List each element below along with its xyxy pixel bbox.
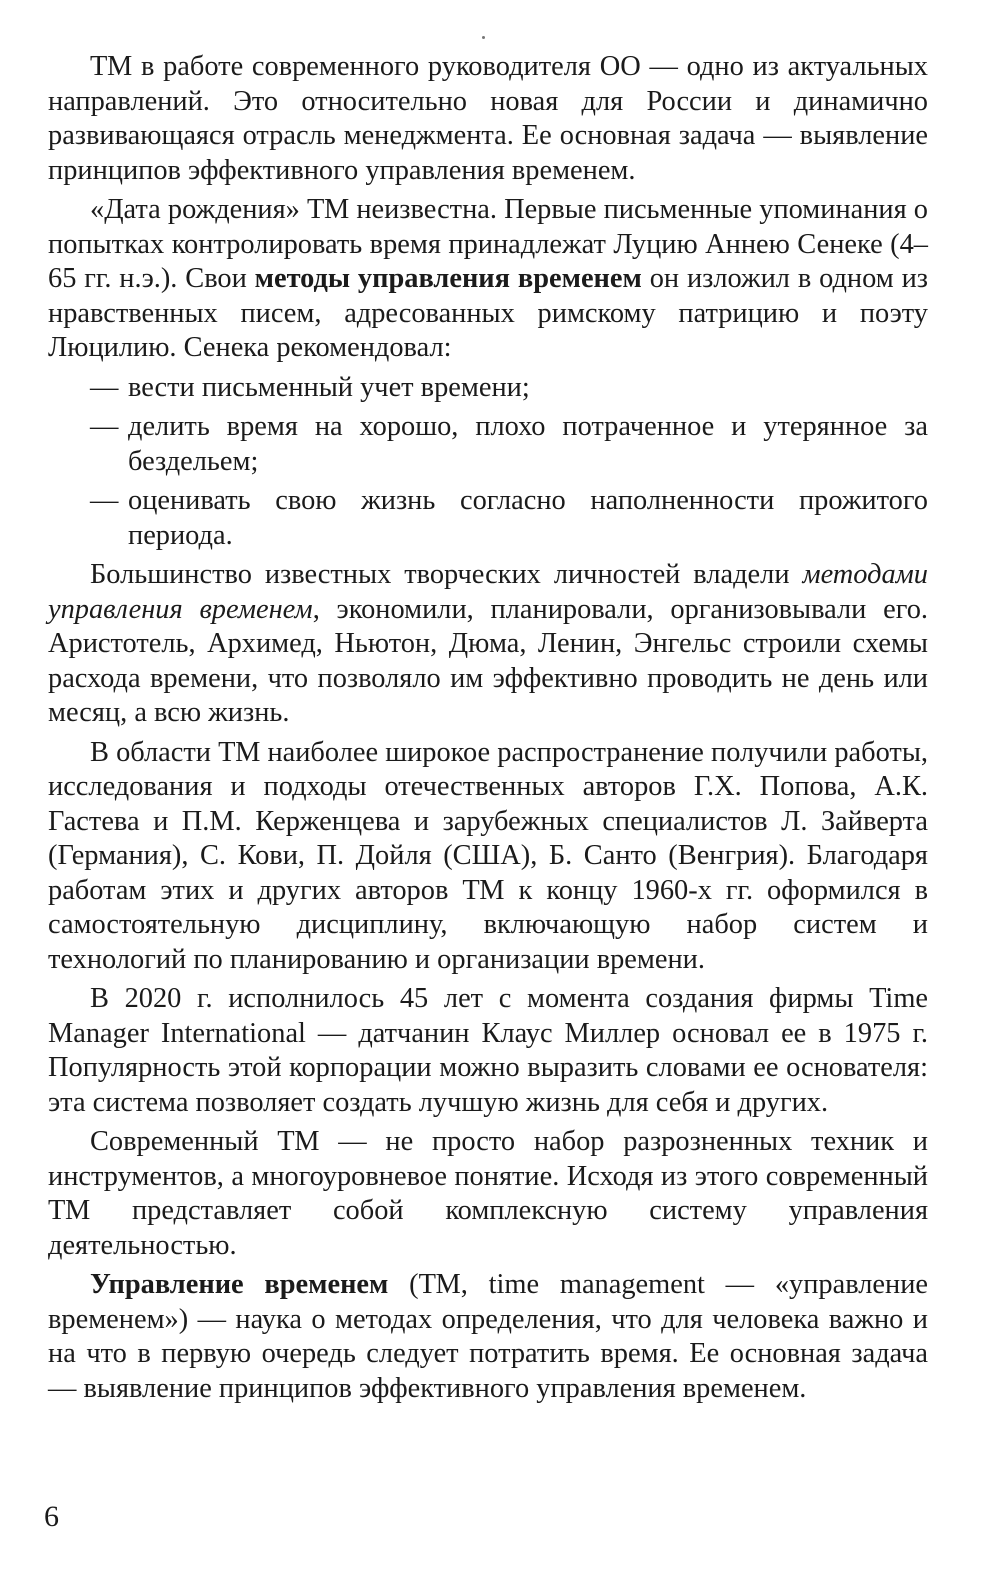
list-item-1 — [48, 371, 928, 406]
paragraph-3-text-end: , экономили, планировали, организовывали его. Аристотель, Архимед, Ньютон, Дюма, Ленин, Энгельс строили схемы расхода времени, что позволяло им эффективно проводить не день или месяц, а всю жизнь. — [48, 593, 928, 728]
paragraph-6: Современный ТМ — не просто набор разрозненных техник и инструментов, а многоуровневое понятие. Исходя из этого современный ТМ представляет собой комплексную систему управления деятельностью. — [48, 1126, 928, 1261]
paragraph-1: ТМ в работе современного руководителя ОО — одно из актуальных направлений. Это относительно новая для России и динамично развивающаяся отрасль менеджмента. Ее основная задача — выявление принципов эффективного управления временем. — [48, 51, 928, 186]
list-item-2 — [48, 410, 928, 479]
paragraph-2-text-end: он изложил в одном из нравственных писем, адресованных римскому патрицию и поэту Люцилию. Сенека рекомендовал: — [48, 263, 928, 363]
paragraph-5: В 2020 г. исполнилось 45 лет с момента создания фирмы Time Manager International — датчанин Клаус Миллер основал ее в 1975 г. Популярность этой корпорации можно выразить словами ее основателя: эта система позволяет создать лучшую жизнь для себя и других. — [48, 983, 928, 1118]
paragraph-3-italic-term: методами управления временем — [48, 559, 928, 625]
list-item-3-text: оценивать свою жизнь согласно наполненности прожитого периода. — [128, 485, 928, 551]
list-item-1-text: вести письменный учет времени; — [128, 371, 530, 403]
paragraph-2-bold-term: методы управления временем — [254, 263, 642, 294]
list-dash: — — [90, 371, 119, 403]
paragraph-4: В области ТМ наиболее широкое распространение получили работы, исследования и подходы отечественных авторов Г.Х. Попова, А.К. Гастева и П.М. Керженцева и зарубежных специалистов Л. Зайверта (Германия), С. Кови, П. Дойля (США), Б. Санто (Венгрия). Благодаря работам этих и других авторов ТМ к концу 1960-х гг. оформился в самостоятельную дисциплину, включающую набор систем и технологий по планированию и организации времени. — [48, 736, 928, 975]
body-text — [48, 50, 928, 1411]
paragraph-2-text-start: «Дата рождения» ТМ неизвестна. Первые письменные упоминания о попытках контролировать время принадлежат Луцию Аннею Сенеке (4–65 гг. н.э.). Свои — [48, 194, 928, 294]
list-item-2-text: делить время на хорошо, плохо потраченное и утерянное за бездельем; — [128, 411, 928, 477]
paragraph-7 — [48, 1268, 928, 1406]
paragraph-7-text: (ТМ, time management — «управление временем») — наука о методах определения, что для человека важно и на что в первую очередь следует потратить время. Ее основная задача — выявление принципов эффективного управления временем. — [48, 1269, 928, 1404]
list-dash: — — [90, 485, 119, 516]
paragraph-3 — [48, 558, 928, 731]
paragraph-3-text-start: Большинство известных творческих личностей владели — [90, 559, 803, 590]
list-item-3 — [48, 484, 928, 553]
paragraph-7-bold-term: Управление временем — [90, 1269, 389, 1300]
print-speck — [482, 36, 485, 39]
list-dash: — — [90, 411, 119, 442]
paragraph-2 — [48, 193, 928, 366]
page-number: 6 — [44, 1500, 59, 1533]
